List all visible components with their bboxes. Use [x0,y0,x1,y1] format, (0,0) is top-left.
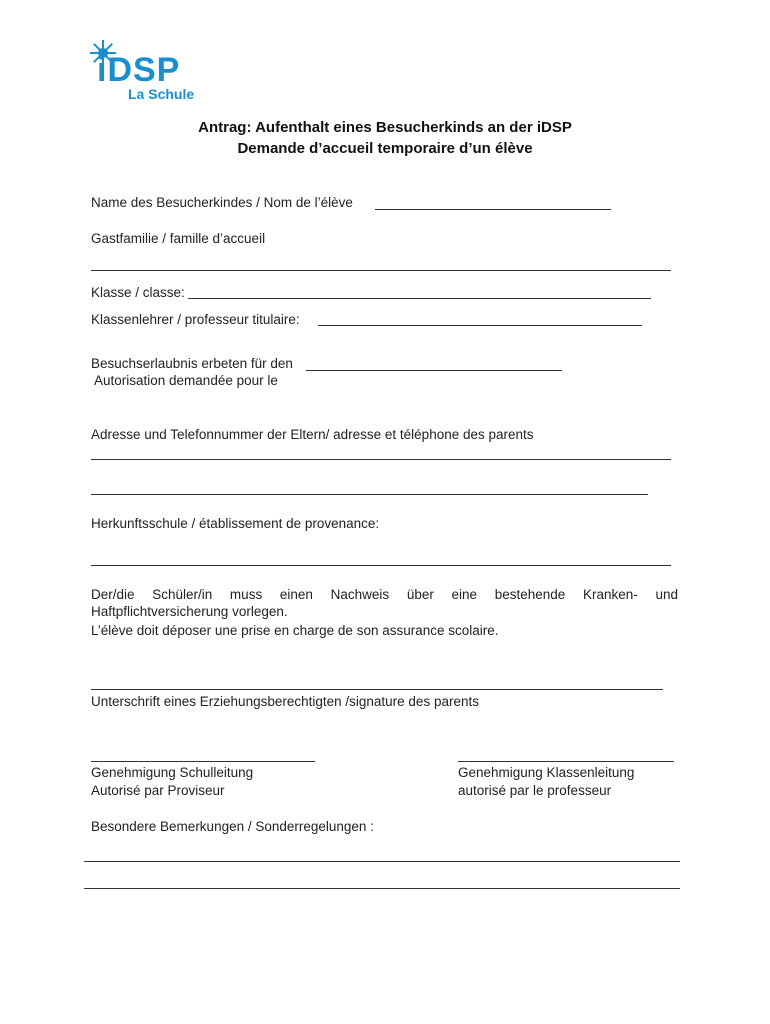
principal-signature-field[interactable] [91,761,315,762]
teacher-label: Klassenlehrer / professeur titulaire: [91,312,300,327]
visit-date-label-fr: Autorisation demandée pour le [94,373,278,388]
insurance-notice-line2: Haftpflichtversicherung vorlegen. [91,604,288,619]
student-name-label: Name des Besucherkindes / Nom de l’élève [91,195,353,210]
visit-date-label-de: Besuchserlaubnis erbeten für den [91,356,293,371]
parents-address-label: Adresse und Telefonnummer der Eltern/ adresse et téléphone des parents [91,427,534,442]
parents-address-field-1[interactable] [91,459,671,460]
parents-address-field-2[interactable] [91,494,648,495]
host-family-field[interactable] [91,270,671,271]
remarks-field-1[interactable] [84,861,680,862]
origin-school-label: Herkunftsschule / établissement de provenance: [91,516,380,531]
origin-school-field[interactable] [91,565,671,566]
logo-subtitle: La Schule [128,86,195,102]
remarks-label: Besondere Bemerkungen / Sonderregelungen : [91,819,374,834]
class-label: Klasse / classe: [91,285,185,300]
teacher-field[interactable] [318,325,642,326]
principal-approval-label-fr: Autorisé par Proviseur [91,783,225,798]
teacher-signature-field[interactable] [458,761,674,762]
insurance-notice-line1: Der/die Schüler/in muss einen Nachweis über eine bestehende Kranken- und [91,587,678,602]
logo-brand: iDSP [97,51,181,89]
principal-approval-label-de: Genehmigung Schulleitung [91,765,254,780]
page-subtitle: Demande d’accueil temporaire d’un élève [237,140,533,157]
teacher-approval-label-fr: autorisé par le professeur [458,783,612,798]
insurance-notice-line3: L’élève doit déposer une prise en charge de son assurance scolaire. [91,623,499,638]
host-family-label: Gastfamilie / famille d’accueil [91,231,266,246]
teacher-approval-label-de: Genehmigung Klassenleitung [458,765,635,780]
visit-date-field[interactable] [306,370,562,371]
parent-signature-label: Unterschrift eines Erziehungsberechtigten /signature des parents [91,694,479,709]
class-field[interactable] [188,298,651,299]
parent-signature-field[interactable] [91,689,663,690]
page-title: Antrag: Aufenthalt eines Besucherkinds an der iDSP [198,119,572,136]
student-name-field[interactable] [375,209,611,210]
remarks-field-2[interactable] [84,888,680,889]
